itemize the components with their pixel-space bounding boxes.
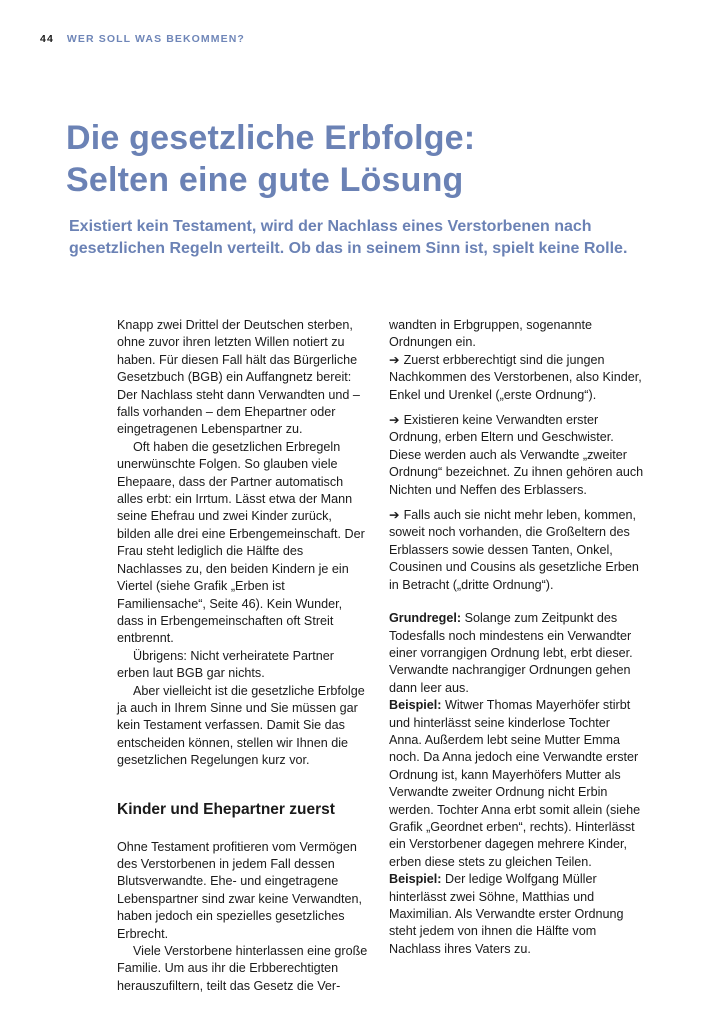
bullet-text-3: Falls auch sie nicht mehr leben, kommen, soweit noch vorhanden, die Großeltern des Erblassers sowie dessen Tanten, Onkel, Cousinen und Cousins als gesetzliche Erben in Betracht („dritte Ordnung“). [389, 508, 639, 592]
section-heading: Kinder und Ehepartner zuerst [117, 800, 335, 818]
bullet-item-2 [389, 412, 645, 499]
left-column [117, 317, 369, 995]
rule-label: Grundregel: [389, 611, 462, 626]
left-paragraph-1: Knapp zwei Drittel der Deutschen sterben, ohne zuvor ihren letzten Willen notiert zu haben. Für diesen Fall hält das Bürgerliche Gesetzbuch (BGB) ein Auffangnetz bereit: Der Nachlass steht dann Verwandten und – falls vorhanden – dem Ehepartner oder eingetragenen Lebenspartner zu. [117, 318, 360, 437]
example-paragraph-1 [389, 697, 645, 871]
example-text-1: Witwer Thomas Mayerhöfer stirbt und hinterlässt seine kinderlose Tochter Anna. Außerdem lebt seine Mutter Emma noch. Da Anna jedoch eine Verwandte erster Ordnung ist, kann Mayerhöfers Mutter als Verwandte zweiter Ordnung nicht Erbin werden. Tochter Anna erbt somit allein (siehe Grafik „Geordnet erben“, rechts). Hinterlässt ein Verstorbener dagegen mehrere Kinder, erben diese stets zu gleichen Teilen. [389, 698, 641, 869]
page-number: 44 [40, 33, 54, 45]
running-head [40, 33, 245, 45]
left-paragraph-6: Viele Verstorbene hinterlassen eine große Familie. Um aus ihr die Erbberechtigten herauszufiltern, teilt das Gesetz die Ver- [117, 944, 368, 993]
example-paragraph-2 [389, 871, 645, 958]
right-paragraph-1: wandten in Erbgruppen, sogenannte Ordnungen ein. [389, 318, 593, 350]
bullet-text-1: Zuerst erbberechtigt sind die jungen Nachkommen des Verstorbenen, also Kinder, Enkel und Urenkel („erste Ordnung“). [389, 352, 642, 402]
bullet-item-3 [389, 507, 645, 594]
example-text-2: Der ledige Wolfgang Müller hinterlässt zwei Söhne, Matthias und Maximilian. Als Verwandte erster Ordnung steht jedem von ihnen die Hälfte vom Nachlass ihres Vaters zu. [389, 872, 624, 956]
rule-paragraph [389, 610, 645, 697]
left-paragraph-4: Aber vielleicht ist die gesetzliche Erbfolge ja auch in Ihrem Sinne und Sie müssen gar kein Testament verfassen. Damit Sie das entscheiden können, stellen wir Ihnen die gesetzlichen Regelungen kurz vor. [117, 683, 365, 768]
arrow-right-icon: ➔ [389, 508, 400, 523]
article-title-line1: Die gesetzliche Erbfolge: [66, 119, 476, 157]
bullet-item-1 [389, 352, 645, 404]
left-paragraph-5: Ohne Testament profitieren vom Vermögen des Verstorbenen in jedem Fall dessen Blutsverwandte. Ehe- und eingetragene Lebenspartner sind zwar keine Verwandten, haben jedoch ein spezielles gesetzliches Erbrecht. [117, 839, 363, 941]
right-column [389, 317, 645, 958]
bullet-text-2: Existieren keine Verwandten erster Ordnung, erben Eltern und Geschwister. Diese werden auch als Verwandte „zweiter Ordnung“ bezeichnet. Zu ihnen gehören auch Nichten und Neffen des Erblassers. [389, 413, 644, 497]
example-label-2: Beispiel: [389, 872, 442, 887]
rule-text: Solange zum Zeitpunkt des Todesfalls noch mindestens ein Verwandter einer vorrangigen Ordnung lebt, erbt dieser. Verwandte nachrangiger Ordnungen gehen dann leer aus. [389, 611, 633, 695]
running-title: WER SOLL WAS BEKOMMEN? [66, 33, 245, 45]
left-paragraph-2: Oft haben die gesetzlichen Erbregeln unerwünschte Folgen. So glauben viele Ehepaare, dass der Partner automatisch alles erbt: ein Irrtum. Lässt etwa der Mann seine Ehefrau und zwei Kinder zurück, bilden alle drei eine Erbengemeinschaft. Der Frau steht lediglich die Hälfte des Nachlasses zu, den beiden Kindern je ein Viertel (siehe Grafik „Erben ist Familiensache“, Seite 46). Kein Wunder, dass in Erbengemeinschaften oft Streit entbrennt. [117, 439, 365, 646]
article-lead: Existiert kein Testament, wird der Nachlass eines Verstorbenen nach gesetzlichen Regeln verteilt. Ob das in seinem Sinn ist, spielt keine Rolle. [69, 218, 628, 257]
article-title-line2: Selten eine gute Lösung [66, 161, 464, 199]
example-label-1: Beispiel: [389, 698, 442, 713]
arrow-right-icon: ➔ [389, 413, 400, 428]
arrow-right-icon: ➔ [389, 352, 400, 367]
article-title [66, 117, 475, 201]
left-paragraph-3: Übrigens: Nicht verheiratete Partner erben laut BGB gar nichts. [117, 648, 334, 681]
